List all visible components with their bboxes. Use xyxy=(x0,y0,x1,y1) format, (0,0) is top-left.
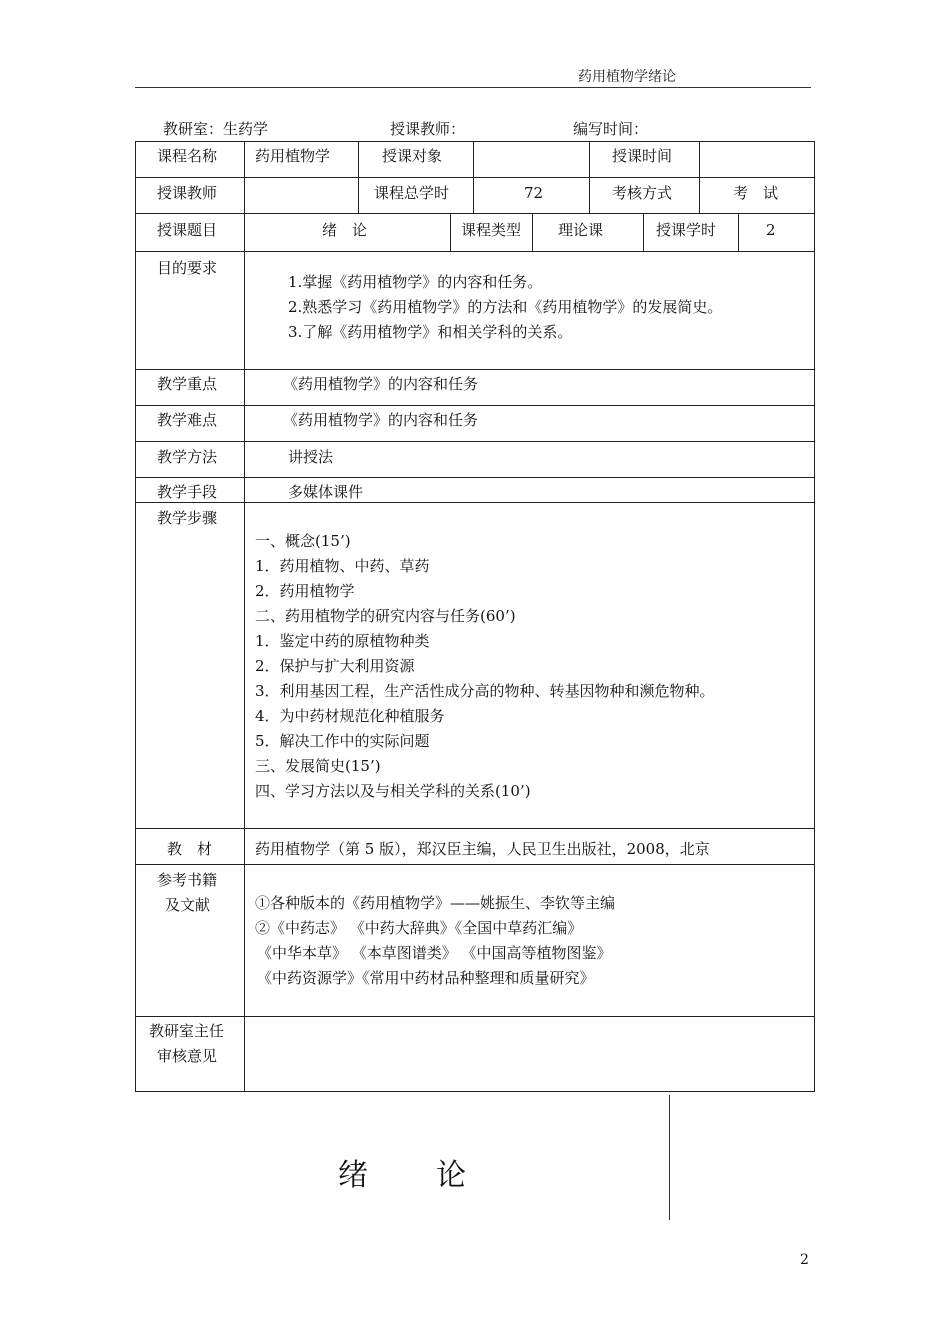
references-label: 及文献 xyxy=(165,896,211,914)
objective-line: 1.掌握《药用植物学》的内容和任务。 xyxy=(288,273,543,291)
course-type-value: 理论课 xyxy=(558,221,604,239)
review-label: 审核意见 xyxy=(157,1047,218,1065)
table-rule xyxy=(135,1016,815,1017)
means-label: 教学手段 xyxy=(157,483,218,501)
key-points-label: 教学重点 xyxy=(157,375,218,393)
reference-line: ①各种版本的《药用植物学》——姚振生、李钦等主编 xyxy=(255,894,616,912)
table-rule xyxy=(358,141,359,213)
step-line: 三、发展简史(15’) xyxy=(255,757,381,775)
lesson-hours-value: 2 xyxy=(766,221,776,239)
reference-line: 《中药资源学》《常用中药材品种整理和质量研究》 xyxy=(257,969,595,987)
objective-line: 3.了解《药用植物学》和相关学科的关系。 xyxy=(288,323,573,341)
step-line: 2．药用植物学 xyxy=(255,582,355,600)
stray-rule xyxy=(669,1095,670,1220)
table-rule xyxy=(135,213,815,214)
teaching-time-label: 授课时间 xyxy=(612,147,673,165)
method-label: 教学方法 xyxy=(157,448,218,466)
steps-label: 教学步骤 xyxy=(157,509,218,527)
step-line: 5．解决工作中的实际问题 xyxy=(255,732,430,750)
table-rule xyxy=(244,141,245,1092)
meta-department: 教研室：生药学 xyxy=(163,120,269,138)
topic-label: 授课题目 xyxy=(157,221,218,239)
teacher-label: 授课教师 xyxy=(157,184,218,202)
step-line: 2．保护与扩大利用资源 xyxy=(255,657,415,675)
table-rule xyxy=(738,213,739,251)
table-rule xyxy=(643,213,644,251)
table-rule xyxy=(135,369,815,370)
assessment-label: 考核方式 xyxy=(612,184,673,202)
table-rule xyxy=(532,213,533,251)
total-hours-label: 课程总学时 xyxy=(374,184,450,202)
objective-line: 2.熟悉学习《药用植物学》的方法和《药用植物学》的发展简史。 xyxy=(288,298,723,316)
textbook-value: 药用植物学（第 5 版），郑汉臣主编，人民卫生出版社，2008，北京 xyxy=(255,840,710,858)
table-rule xyxy=(135,177,815,178)
topic-value: 绪 论 xyxy=(322,221,368,239)
reference-line: ②《中药志》 《中药大辞典》《全国中草药汇编》 xyxy=(255,919,583,937)
header-rule xyxy=(135,87,811,88)
review-label: 教研室主任 xyxy=(149,1022,225,1040)
reference-line: 《中华本草》 《本草图谱类》 《中国高等植物图鉴》 xyxy=(257,944,612,962)
course-name-value: 药用植物学 xyxy=(255,147,331,165)
running-header: 药用植物学绪论 xyxy=(578,69,676,85)
table-rule xyxy=(135,477,815,478)
table-rule xyxy=(135,864,815,865)
course-name-label: 课程名称 xyxy=(157,147,218,165)
method-value: 讲授法 xyxy=(288,448,334,466)
table-rule xyxy=(473,141,474,213)
table-rule xyxy=(135,441,815,442)
difficulties-value: 《药用植物学》的内容和任务 xyxy=(283,411,479,429)
meta-teacher: 授课教师： xyxy=(390,120,466,138)
table-rule xyxy=(135,251,815,252)
objectives-label: 目的要求 xyxy=(157,259,218,277)
total-hours-value: 72 xyxy=(524,184,544,202)
step-line: 4．为中药材规范化种植服务 xyxy=(255,707,445,725)
lesson-hours-label: 授课学时 xyxy=(656,221,717,239)
textbook-label: 教 材 xyxy=(167,840,213,858)
step-line: 一、概念(15’) xyxy=(255,532,351,550)
table-rule xyxy=(135,502,815,503)
table-rule xyxy=(135,405,815,406)
section-title: 绪论 xyxy=(338,1158,534,1193)
meta-written-time: 编写时间： xyxy=(573,120,649,138)
references-label: 参考书籍 xyxy=(157,871,218,889)
step-line: 1．药用植物、中药、草药 xyxy=(255,557,430,575)
table-rule xyxy=(589,141,590,213)
step-line: 四、学习方法以及与相关学科的关系(10’) xyxy=(255,782,531,800)
difficulties-label: 教学难点 xyxy=(157,411,218,429)
course-type-label: 课程类型 xyxy=(461,221,522,239)
means-value: 多媒体课件 xyxy=(288,483,364,501)
audience-label: 授课对象 xyxy=(382,147,443,165)
table-rule xyxy=(450,213,451,251)
assessment-value: 考 试 xyxy=(733,184,779,202)
step-line: 1．鉴定中药的原植物种类 xyxy=(255,632,430,650)
table-rule xyxy=(135,828,815,829)
step-line: 二、药用植物学的研究内容与任务(60’) xyxy=(255,607,516,625)
key-points-value: 《药用植物学》的内容和任务 xyxy=(283,375,479,393)
page-number: 2 xyxy=(800,1252,809,1268)
step-line: 3．利用基因工程，生产活性成分高的物种、转基因物种和濒危物种。 xyxy=(255,682,715,700)
table-rule xyxy=(699,141,700,213)
